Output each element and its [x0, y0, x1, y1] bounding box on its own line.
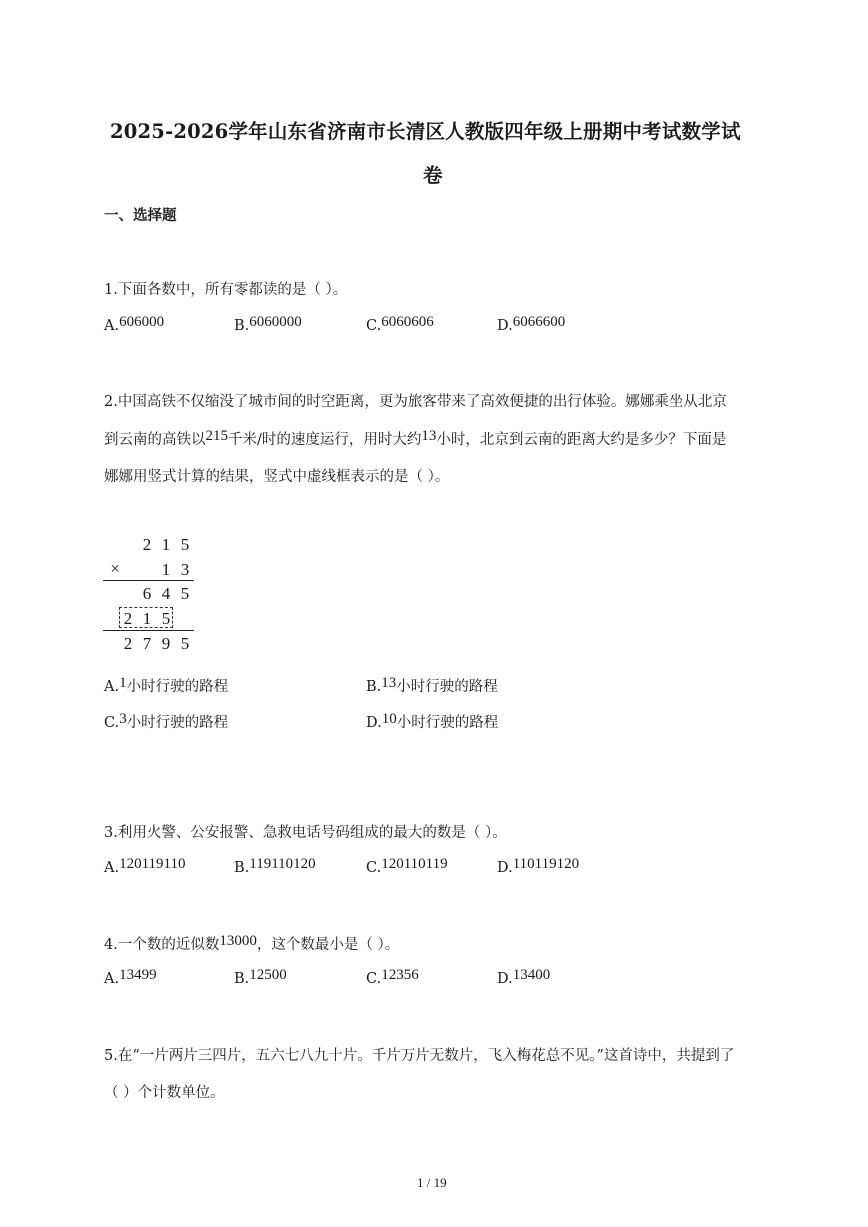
- calc-digit: 2: [142, 535, 152, 554]
- calc-digit: 9: [161, 634, 171, 653]
- q1-option-d: D.6066600: [497, 314, 566, 334]
- q2-option-a: A.1小时行驶的路程: [104, 675, 229, 695]
- q2-option-c: C.3小时行驶的路程: [104, 711, 229, 731]
- question-3-stem: 3.利用火警、公安报警、急救电话号码组成的最大的数是（ ）。: [104, 825, 507, 841]
- calc-digit: 7: [142, 634, 152, 653]
- times-sign: ×: [110, 559, 120, 578]
- q4-option-c: C.12356: [366, 967, 419, 987]
- q3-option-d: D.110119120: [497, 856, 580, 876]
- question-5-line-2: （ ）个计数单位。: [104, 1085, 225, 1101]
- calc-digit: 5: [180, 634, 190, 653]
- q3-option-b: B.119110120: [234, 856, 316, 876]
- calc-digit: 5: [161, 609, 171, 628]
- question-2-line-2: 到云南的高铁以215千米/时的速度运行，用时大约13小时，北京到云南的距离大约是多少？下面是: [104, 428, 727, 448]
- calc-digit: 2: [123, 609, 133, 628]
- q1-option-a: A.606000: [104, 314, 165, 334]
- q4-option-a: A.13499: [104, 967, 157, 987]
- q2-option-d: D.10小时行驶的路程: [366, 711, 499, 731]
- calc-digit: 1: [142, 609, 152, 628]
- question-4-stem: 4.一个数的近似数13000，这个数最小是（ ）。: [104, 933, 400, 953]
- question-2-line-1: 2.中国高铁不仅缩没了城市间的时空距离，更为旅客带来了高效便捷的出行体验。娜娜乘坐从北京: [104, 394, 727, 410]
- calc-rule-1: [103, 580, 194, 581]
- calc-digit: 1: [161, 535, 171, 554]
- calc-rule-2: [103, 630, 194, 631]
- calc-digit: 4: [161, 584, 171, 603]
- document-title-continued: 卷: [423, 164, 443, 187]
- calc-digit: 5: [180, 535, 190, 554]
- q1-option-c: C.6060606: [366, 314, 434, 334]
- q3-option-c: C.120110119: [366, 856, 448, 876]
- calc-digit: 3: [180, 560, 190, 579]
- q1-option-b: B.6060000: [234, 314, 302, 334]
- calc-digit: 2: [123, 634, 133, 653]
- calc-digit: 1: [161, 560, 171, 579]
- q4-option-b: B.12500: [234, 967, 287, 987]
- document-title: 2025-2026学年山东省济南市长清区人教版四年级上册期中考试数学试: [110, 120, 741, 143]
- section-heading: 一、选择题: [104, 207, 177, 224]
- q3-option-a: A.120119110: [104, 856, 186, 876]
- page-number: 1 / 19: [417, 1175, 447, 1190]
- q2-option-b: B.13小时行驶的路程: [366, 675, 498, 695]
- q4-option-d: D.13400: [497, 967, 551, 987]
- calc-digit: 6: [142, 584, 152, 603]
- question-1-stem: 1.下面各数中，所有零都读的是（ ）。: [104, 282, 348, 298]
- question-5-line-1: 5.在“一片两片三四片，五六七八九十片。千片万片无数片，飞入梅花总不见。”这首诗中，共提到了: [104, 1048, 735, 1064]
- calc-digit: 5: [180, 584, 190, 603]
- question-2-line-3: 娜娜用竖式计算的结果，竖式中虚线框表示的是（ ）。: [104, 469, 450, 485]
